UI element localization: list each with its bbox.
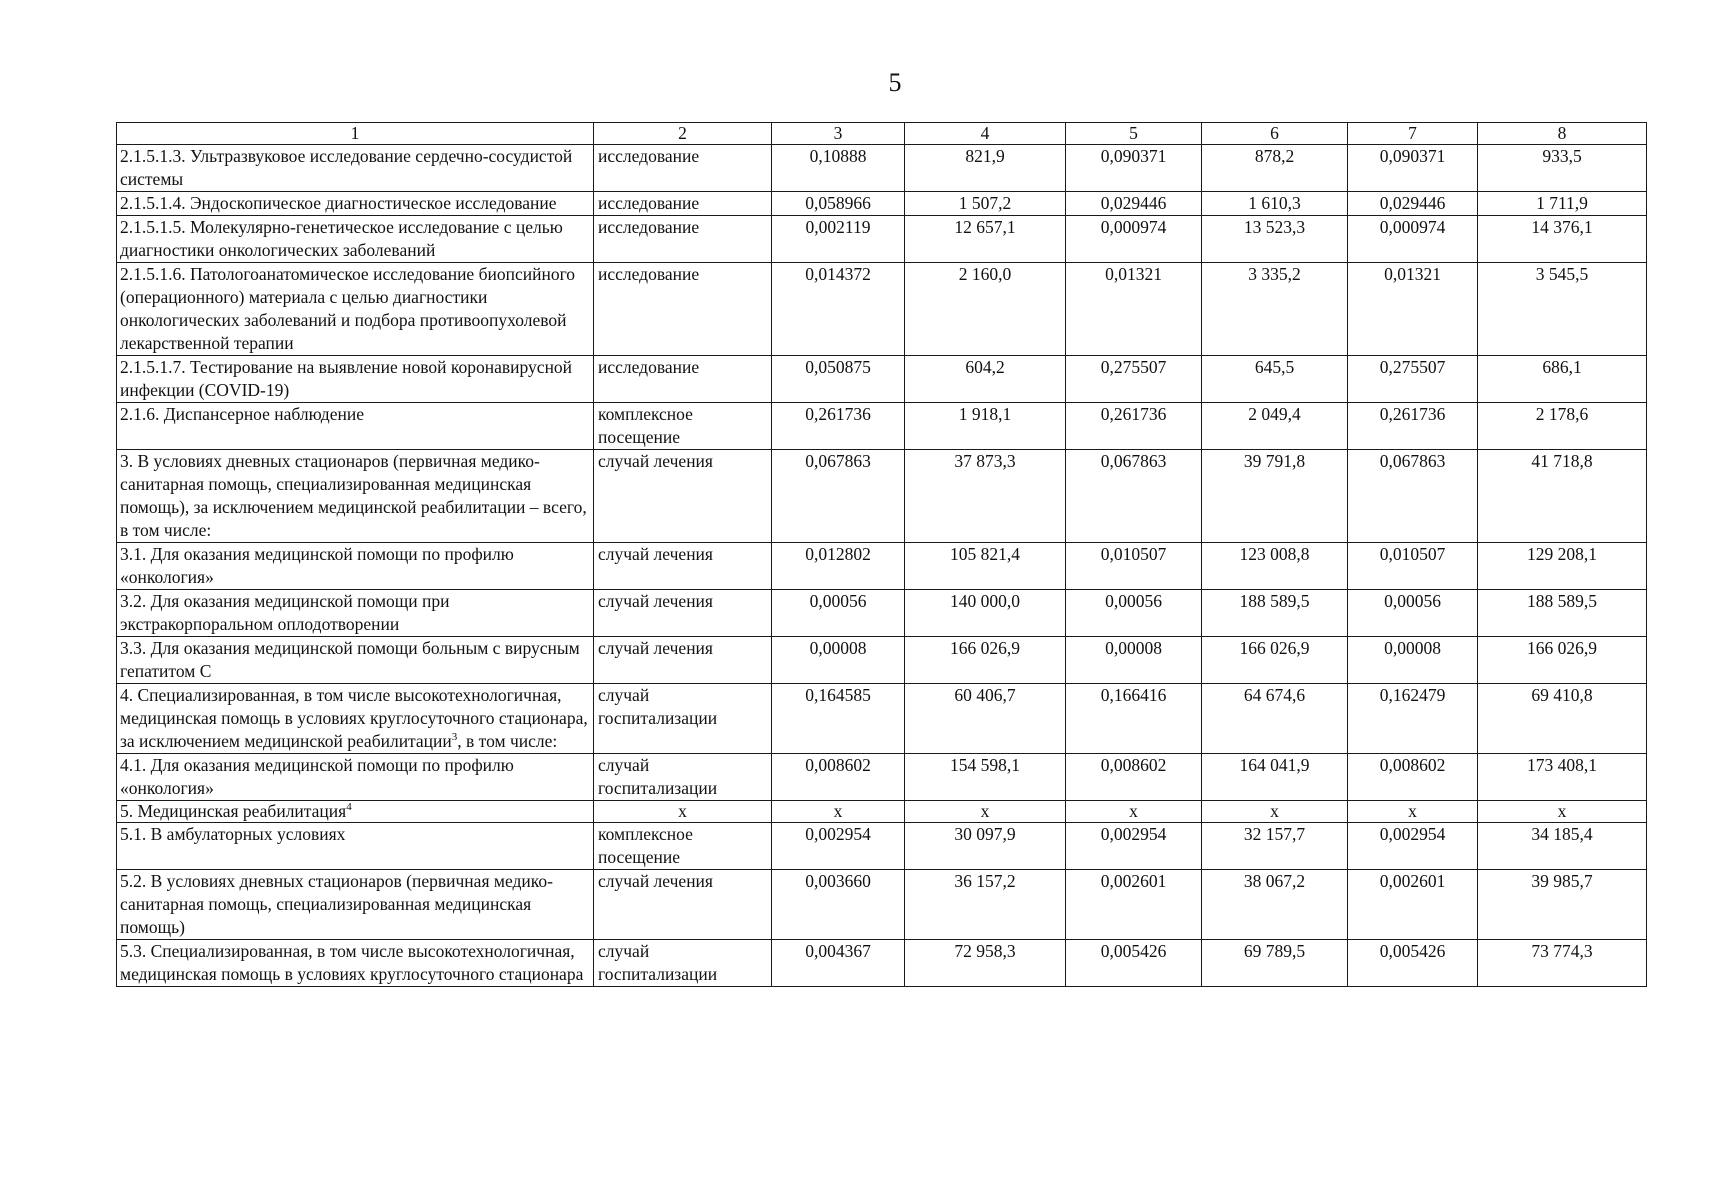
row-name-tail: , в том числе:: [457, 731, 558, 751]
value-cell: 821,9: [905, 145, 1066, 192]
value-cell: 0,10888: [772, 145, 905, 192]
value-cell: 0,058966: [772, 192, 905, 216]
value-cell: х: [1478, 801, 1647, 823]
value-cell: 105 821,4: [905, 543, 1066, 590]
value-cell: 140 000,0: [905, 590, 1066, 637]
table-row: [117, 684, 1647, 754]
value-cell: 166 026,9: [1202, 637, 1348, 684]
column-number: 5: [1066, 123, 1202, 145]
row-name: [117, 801, 594, 823]
value-cell: 0,067863: [772, 450, 905, 543]
value-cell: 0,00056: [772, 590, 905, 637]
value-cell: 0,067863: [1066, 450, 1202, 543]
row-unit: случай лечения: [594, 450, 772, 543]
value-cell: 604,2: [905, 356, 1066, 403]
table-row: [117, 801, 1647, 823]
table-row: [117, 637, 1647, 684]
value-cell: 0,002954: [1348, 823, 1478, 870]
value-cell: 36 157,2: [905, 870, 1066, 940]
value-cell: х: [1202, 801, 1348, 823]
row-unit: исследование: [594, 356, 772, 403]
value-cell: 0,275507: [1348, 356, 1478, 403]
value-cell: 0,261736: [1348, 403, 1478, 450]
row-name: 2.1.5.1.3. Ультразвуковое исследование сердечно-сосудистой системы: [117, 145, 594, 192]
value-cell: 69 789,5: [1202, 940, 1348, 987]
row-unit: исследование: [594, 192, 772, 216]
table-row: [117, 450, 1647, 543]
value-cell: 32 157,7: [1202, 823, 1348, 870]
value-cell: 0,00056: [1348, 590, 1478, 637]
row-unit: случай лечения: [594, 637, 772, 684]
table-row: [117, 870, 1647, 940]
row-name: 5.1. В амбулаторных условиях: [117, 823, 594, 870]
value-cell: 123 008,8: [1202, 543, 1348, 590]
value-cell: х: [1348, 801, 1478, 823]
row-name: 3.1. Для оказания медицинской помощи по профилю «онкология»: [117, 543, 594, 590]
value-cell: 60 406,7: [905, 684, 1066, 754]
value-cell: 686,1: [1478, 356, 1647, 403]
value-cell: 0,010507: [1348, 543, 1478, 590]
value-cell: 0,008602: [1348, 754, 1478, 801]
footnote-mark: 4: [346, 801, 352, 814]
value-cell: 0,00008: [772, 637, 905, 684]
row-unit: случай лечения: [594, 543, 772, 590]
value-cell: 1 711,9: [1478, 192, 1647, 216]
value-cell: 0,00008: [1066, 637, 1202, 684]
value-cell: 38 067,2: [1202, 870, 1348, 940]
row-name: 2.1.5.1.5. Молекулярно-генетическое исследование с целью диагностики онкологических заболеваний: [117, 216, 594, 263]
value-cell: х: [1066, 801, 1202, 823]
value-cell: 0,166416: [1066, 684, 1202, 754]
value-cell: 0,067863: [1348, 450, 1478, 543]
value-cell: 34 185,4: [1478, 823, 1647, 870]
column-number: 3: [772, 123, 905, 145]
table-row: [117, 590, 1647, 637]
value-cell: 2 160,0: [905, 263, 1066, 356]
row-unit: случай лечения: [594, 590, 772, 637]
table-row: [117, 543, 1647, 590]
value-cell: 166 026,9: [905, 637, 1066, 684]
row-unit: исследование: [594, 145, 772, 192]
value-cell: 188 589,5: [1478, 590, 1647, 637]
value-cell: 0,162479: [1348, 684, 1478, 754]
row-unit: комплексное посещение: [594, 403, 772, 450]
value-cell: 129 208,1: [1478, 543, 1647, 590]
table-row: [117, 356, 1647, 403]
table-row: [117, 263, 1647, 356]
row-unit: случай госпитализации: [594, 754, 772, 801]
value-cell: 0,01321: [1066, 263, 1202, 356]
row-unit: комплексное посещение: [594, 823, 772, 870]
row-name: 2.1.5.1.4. Эндоскопическое диагностическое исследование: [117, 192, 594, 216]
row-name: 3. В условиях дневных стационаров (первичная медико-санитарная помощь, специализированная медицинская помощь), за исключением медицинской реабилитации – всего, в том числе:: [117, 450, 594, 543]
column-number: 2: [594, 123, 772, 145]
value-cell: 1 918,1: [905, 403, 1066, 450]
value-cell: 0,000974: [1348, 216, 1478, 263]
value-cell: 0,002954: [1066, 823, 1202, 870]
value-cell: 0,261736: [1066, 403, 1202, 450]
value-cell: х: [905, 801, 1066, 823]
value-cell: 0,004367: [772, 940, 905, 987]
value-cell: 2 178,6: [1478, 403, 1647, 450]
row-name-text: 4. Специализированная, в том числе высокотехнологичная, медицинская помощь в условиях круглосуточного стационара, за исключением медицинской реабилитации: [120, 685, 588, 751]
value-cell: 3 335,2: [1202, 263, 1348, 356]
column-number: 4: [905, 123, 1066, 145]
value-cell: 0,164585: [772, 684, 905, 754]
value-cell: 39 791,8: [1202, 450, 1348, 543]
value-cell: 154 598,1: [905, 754, 1066, 801]
column-number-row: [117, 123, 1647, 145]
value-cell: 3 545,5: [1478, 263, 1647, 356]
value-cell: 14 376,1: [1478, 216, 1647, 263]
value-cell: 0,008602: [772, 754, 905, 801]
value-cell: 39 985,7: [1478, 870, 1647, 940]
value-cell: 0,090371: [1066, 145, 1202, 192]
value-cell: 0,005426: [1348, 940, 1478, 987]
value-cell: 0,029446: [1066, 192, 1202, 216]
value-cell: 0,010507: [1066, 543, 1202, 590]
value-cell: 173 408,1: [1478, 754, 1647, 801]
row-name: 5.3. Специализированная, в том числе высокотехнологичная, медицинская помощь в условиях круглосуточного стационара: [117, 940, 594, 987]
value-cell: 1 610,3: [1202, 192, 1348, 216]
value-cell: 41 718,8: [1478, 450, 1647, 543]
value-cell: 64 674,6: [1202, 684, 1348, 754]
row-unit: случай лечения: [594, 870, 772, 940]
row-name: 5.2. В условиях дневных стационаров (первичная медико-санитарная помощь, специализированная медицинская помощь): [117, 870, 594, 940]
column-number: 1: [117, 123, 594, 145]
value-cell: 37 873,3: [905, 450, 1066, 543]
value-cell: 0,275507: [1066, 356, 1202, 403]
value-cell: 164 041,9: [1202, 754, 1348, 801]
indicators-table: [116, 122, 1647, 987]
value-cell: 0,000974: [1066, 216, 1202, 263]
page-number: 5: [888, 68, 902, 97]
value-cell: 0,002601: [1348, 870, 1478, 940]
footnote-mark: 3: [451, 731, 458, 744]
value-cell: 0,00008: [1348, 637, 1478, 684]
row-unit: х: [594, 801, 772, 823]
table-row: [117, 754, 1647, 801]
row-name: 3.2. Для оказания медицинской помощи при экстракорпоральном оплодотворении: [117, 590, 594, 637]
value-cell: 645,5: [1202, 356, 1348, 403]
value-cell: 69 410,8: [1478, 684, 1647, 754]
value-cell: 166 026,9: [1478, 637, 1647, 684]
column-number: 6: [1202, 123, 1348, 145]
row-name: 2.1.6. Диспансерное наблюдение: [117, 403, 594, 450]
row-name: 2.1.5.1.7. Тестирование на выявление новой коронавирусной инфекции (COVID-19): [117, 356, 594, 403]
value-cell: 0,01321: [1348, 263, 1478, 356]
row-name: 4.1. Для оказания медицинской помощи по профилю «онкология»: [117, 754, 594, 801]
row-unit: случай госпитализации: [594, 940, 772, 987]
value-cell: 0,003660: [772, 870, 905, 940]
value-cell: 0,005426: [1066, 940, 1202, 987]
value-cell: 0,002119: [772, 216, 905, 263]
value-cell: 13 523,3: [1202, 216, 1348, 263]
row-name: 2.1.5.1.6. Патологоанатомическое исследование биопсийного (операционного) материала с целью диагностики онкологических заболеваний и подбора противоопухолевой лекарственной терапии: [117, 263, 594, 356]
value-cell: 933,5: [1478, 145, 1647, 192]
value-cell: 0,014372: [772, 263, 905, 356]
table-row: [117, 940, 1647, 987]
row-name-text: 5. Медицинская реабилитация: [120, 801, 347, 821]
value-cell: 72 958,3: [905, 940, 1066, 987]
value-cell: 188 589,5: [1202, 590, 1348, 637]
row-unit: исследование: [594, 216, 772, 263]
value-cell: 73 774,3: [1478, 940, 1647, 987]
value-cell: 1 507,2: [905, 192, 1066, 216]
row-unit: случай госпитализации: [594, 684, 772, 754]
value-cell: х: [772, 801, 905, 823]
value-cell: 0,008602: [1066, 754, 1202, 801]
table-row: [117, 192, 1647, 216]
column-number: 8: [1478, 123, 1647, 145]
value-cell: 0,029446: [1348, 192, 1478, 216]
value-cell: 0,002954: [772, 823, 905, 870]
row-unit: исследование: [594, 263, 772, 356]
value-cell: 0,002601: [1066, 870, 1202, 940]
value-cell: 30 097,9: [905, 823, 1066, 870]
row-name: 3.3. Для оказания медицинской помощи больным с вирусным гепатитом С: [117, 637, 594, 684]
table-row: [117, 823, 1647, 870]
value-cell: 0,261736: [772, 403, 905, 450]
value-cell: 0,050875: [772, 356, 905, 403]
table-row: [117, 403, 1647, 450]
row-name: [117, 684, 594, 754]
column-number: 7: [1348, 123, 1478, 145]
value-cell: 0,090371: [1348, 145, 1478, 192]
value-cell: 0,012802: [772, 543, 905, 590]
table-row: [117, 216, 1647, 263]
table-row: [117, 145, 1647, 192]
value-cell: 12 657,1: [905, 216, 1066, 263]
value-cell: 2 049,4: [1202, 403, 1348, 450]
value-cell: 0,00056: [1066, 590, 1202, 637]
value-cell: 878,2: [1202, 145, 1348, 192]
